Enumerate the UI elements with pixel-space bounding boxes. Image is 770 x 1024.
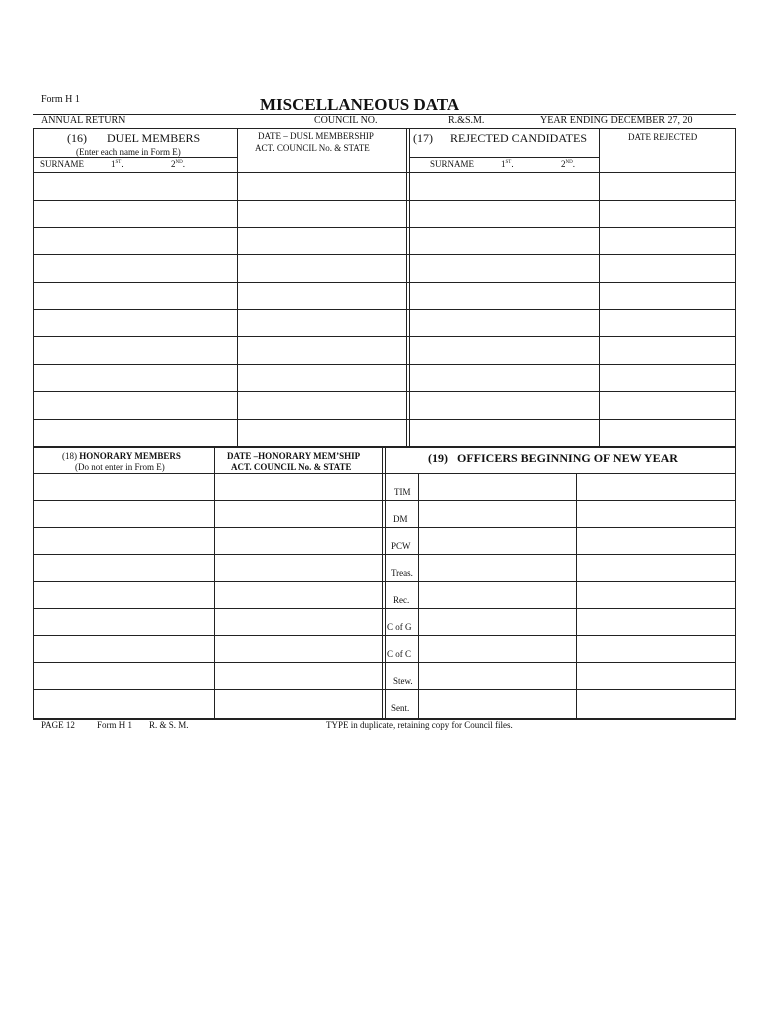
officer-label-pcw: PCW [391, 541, 411, 551]
section16-title: DUEL MEMBERS [107, 131, 201, 145]
officer-label-c-of-c: C of C [387, 649, 412, 659]
officer-label-sent: Sent. [391, 703, 410, 713]
section16-date-header-1: DATE – DUSL MEMBERSHIP [258, 131, 374, 141]
officer-label-rec: Rec. [393, 595, 410, 605]
section16-col-second: 2ND. [171, 159, 185, 169]
officer-label-c-of-g: C of G [387, 622, 412, 632]
officer-label-treas: Treas. [391, 568, 413, 578]
section16-number: (16) [67, 131, 87, 145]
section16-col-surname: SURNAME [40, 159, 85, 169]
section16-col-first: 1ST. [111, 159, 124, 169]
section17-col-surname: SURNAME [430, 159, 475, 169]
form-id: Form H 1 [41, 94, 80, 105]
section18-date-header-2: ACT. COUNCIL No. & STATE [231, 462, 352, 472]
officer-label-tim: TIM [394, 487, 411, 497]
section16-date-header-2: ACT. COUNCIL No. & STATE [255, 143, 370, 153]
footer-note: TYPE in duplicate, retaining copy for Council files. [326, 720, 513, 730]
section17-title: REJECTED CANDIDATES [450, 131, 587, 145]
section17-col-first: 1ST. [501, 159, 514, 169]
footer-rsm: R. & S. M. [149, 720, 189, 730]
annual-return-label: ANNUAL RETURN [41, 115, 126, 126]
section16-note: (Enter each name in Form E) [76, 147, 181, 157]
officer-label-stew: Stew. [393, 676, 413, 686]
officer-label-dm: DM [393, 514, 408, 524]
footer-form-id: Form H 1 [97, 720, 133, 730]
rsm-label: R.&S.M. [448, 115, 485, 126]
section18-date-header-1: DATE –HONORARY MEM’SHIP [227, 451, 361, 461]
year-ending-label: YEAR ENDING DECEMBER 27, 20 [540, 115, 693, 126]
section19-heading: (19) OFFICERS BEGINNING OF NEW YEAR [428, 451, 678, 465]
section17-col-second: 2ND. [561, 159, 575, 169]
section18-heading: (18) HONORARY MEMBERS [62, 451, 181, 461]
page-title: MISCELLANEOUS DATA [260, 95, 460, 114]
council-no-label: COUNCIL NO. [314, 115, 378, 126]
section18-note: (Do not enter in From E) [75, 462, 165, 472]
footer-page: PAGE 12 [41, 720, 75, 730]
section17-date-rejected: DATE REJECTED [628, 132, 698, 142]
section17-number: (17) [413, 131, 433, 145]
